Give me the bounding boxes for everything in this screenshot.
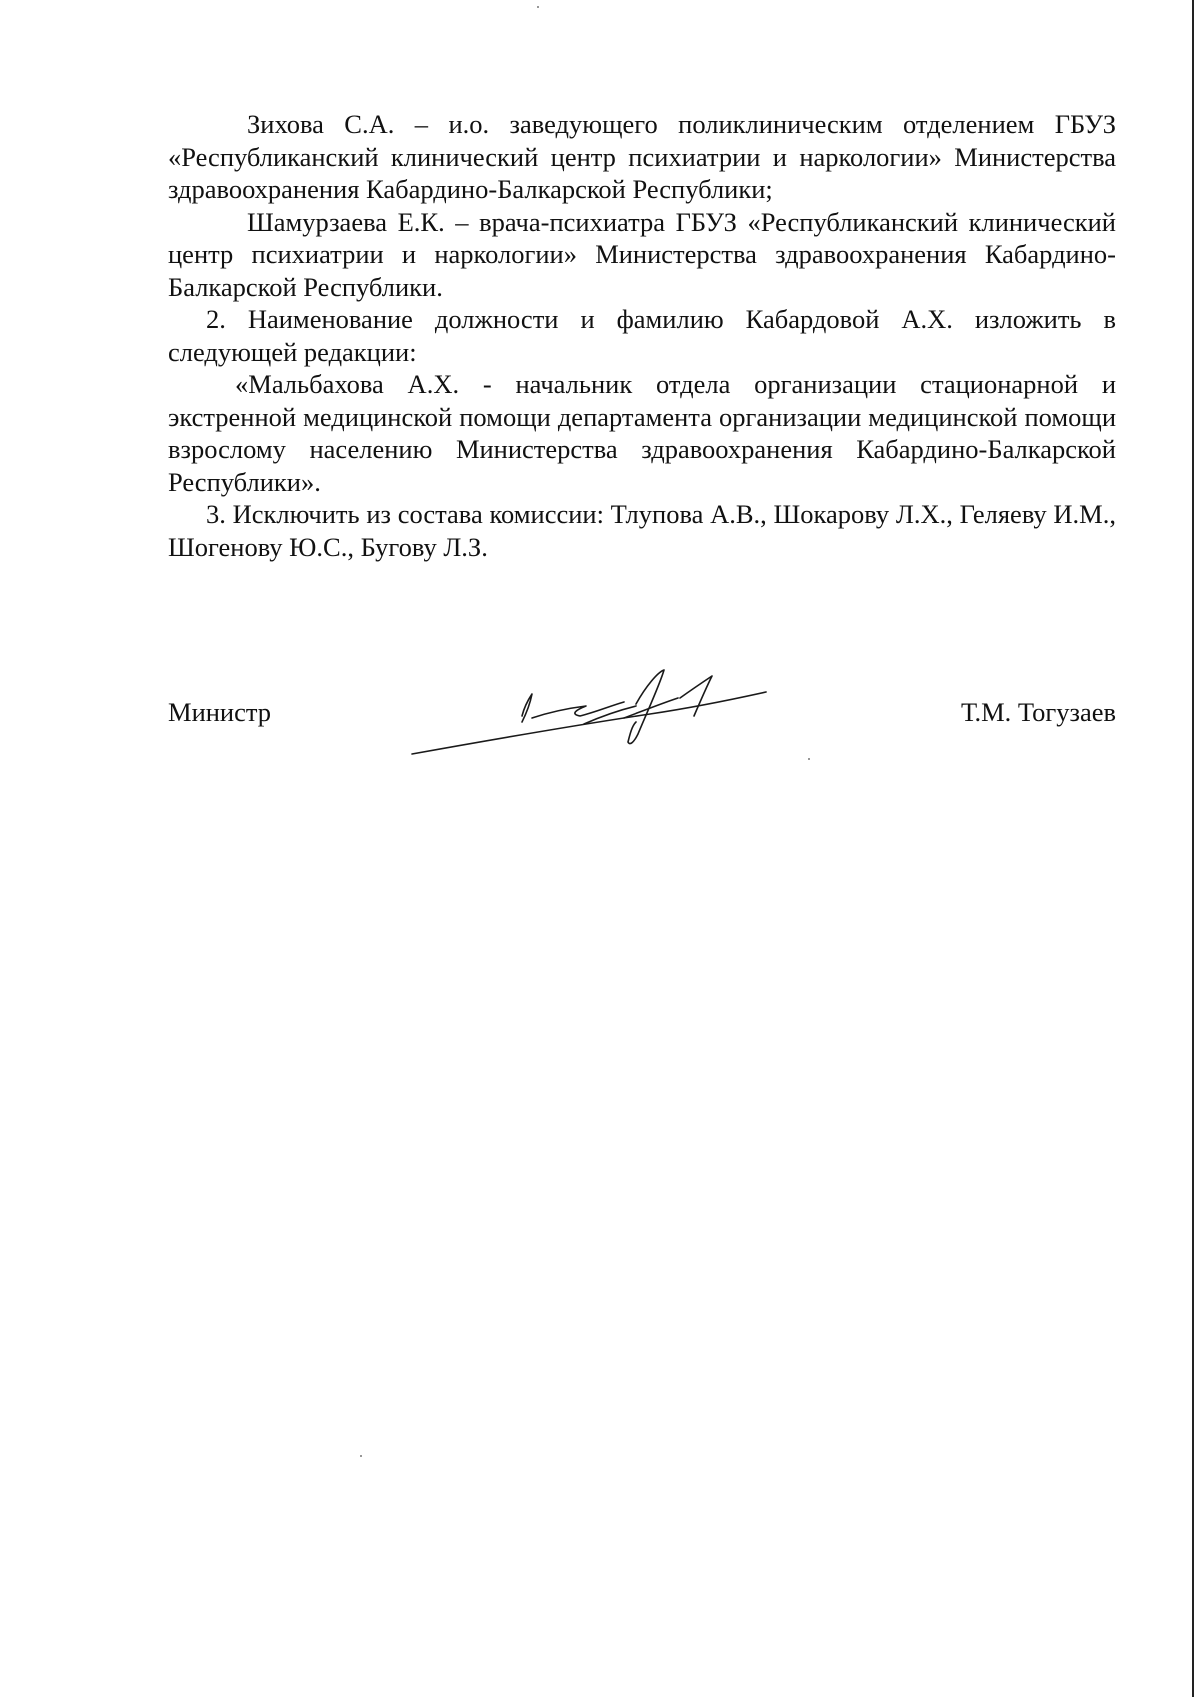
paragraph-zikhova: Зихова С.А. – и.о. заведующего поликлиническим отделением ГБУЗ «Республиканский клинический центр психиатрии и наркологии» Министерства здравоохранения Кабардино-Балкарской Республики; [168,109,1116,204]
paragraph-shamurzaeva: Шамурзаева Е.К. – врача-психиатра ГБУЗ «Республиканский клинический центр психиатрии и наркологии» Министерства здравоохранения Кабардино-Балкарской Республики. [168,206,1116,302]
paragraph-item-2: 2. Наименование должности и фамилию Кабардовой А.Х. изложить в следующей редакции: [168,304,1116,367]
document-body [168,108,1116,563]
paragraph-malbakhova: «Мальбахова А.Х. - начальник отдела организации стационарной и экстренной медицинской помощи департамента организации медицинской помощи взрослому населению Министерства здравоохранения Кабардино-Балкарской Республики». [168,369,1116,497]
scan-speck [537,6,539,8]
scan-border-line [1192,0,1194,1697]
paragraph-item-3: 3. Исключить из состава комиссии: Тлупова А.В., Шокарову Л.Х., Геляеву И.М., Шогенову Ю.С., Бугову Л.З. [168,499,1116,562]
handwritten-signature [410,664,770,764]
signatory-role: Министр [168,697,272,727]
signature-block [168,686,1116,796]
scan-speck [360,1455,362,1457]
signatory-name: Т.М. Тогузаев [960,697,1116,727]
